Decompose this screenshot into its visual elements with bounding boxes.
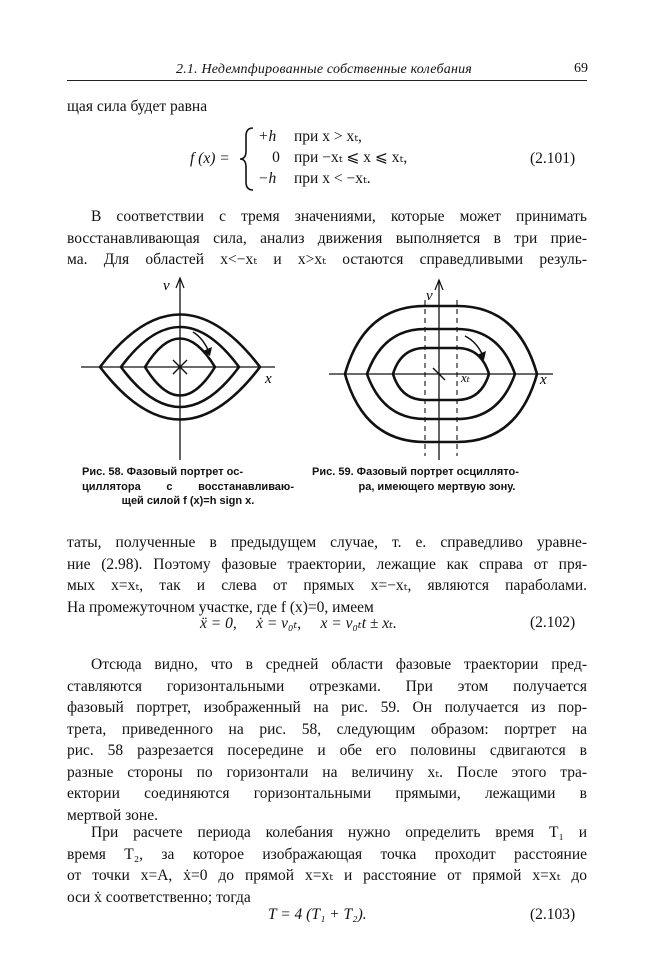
paragraph-3 <box>67 654 587 826</box>
axis-label-v: v <box>426 288 433 304</box>
piecewise-row-2 <box>258 148 407 167</box>
equation-number: (2.102) <box>530 614 576 631</box>
label-xt: xₜ <box>461 370 470 385</box>
text-line: фазовый портрет, изображенный на рис. 59. Он получается из пор- <box>67 699 587 716</box>
figure-58-caption <box>82 465 294 509</box>
axis-label-x: x <box>540 372 547 388</box>
equation-2-102: ẍ = 0, ẋ = v₀ₜ, x = v₀ₜt ± xₜ. <box>200 615 397 632</box>
caption-line: Рис. 59. Фазовый портрет осциллято- <box>312 466 519 478</box>
text-line: ставляются горизонтальными отрезками. При этом получается <box>67 677 587 695</box>
caption-line: Рис. 58. Фазовый портрет ос- <box>82 466 244 478</box>
axis-label-x: x <box>265 371 272 387</box>
paragraph-1 <box>67 206 587 271</box>
text-line: ма. Для областей x<−xₜ и x>xₜ остаются справедливыми резуль- <box>67 251 587 268</box>
header-rule <box>67 80 587 81</box>
text-line: В соответствии с тремя значениями, которые может принимать <box>91 208 587 225</box>
text-line: время T₂, за которое изображающая точка проходит расстояние <box>67 845 587 863</box>
running-header-title: 2.1. Недемпфированные собственные колебания <box>176 62 473 77</box>
piecewise-row-1 <box>258 127 362 146</box>
equation-number: (2.103) <box>530 906 576 923</box>
paragraph-2 <box>67 532 587 618</box>
paragraph-4 <box>67 822 587 908</box>
text-line: На промежуточном участке, где f (x)=0, имеем <box>67 598 374 616</box>
caption-line: циллятора с восстанавливаю- <box>82 480 294 493</box>
text-line: щая сила будет равна <box>67 98 208 115</box>
caption-line: щей силой f (x)=h sign x. <box>121 495 255 507</box>
text-line: Отсюда видно, что в средней области фазовые траектории пред- <box>91 656 587 673</box>
figure-58 <box>75 272 285 462</box>
text-line: трета, приведенного на рис. 58, следующим образом: портрет на <box>67 720 587 738</box>
equation-number: (2.101) <box>530 150 576 167</box>
figure-59-caption <box>312 465 562 494</box>
text-line: мертвой зоне. <box>67 806 158 824</box>
text-line: ние (2.98). Поэтому фазовые траектории, лежащие как справа от пря- <box>67 555 587 573</box>
text-line: оси ẋ соответственно; тогда <box>67 888 251 906</box>
text-line: ектории соединяются горизонтальными прямыми, лежащими в <box>67 785 587 802</box>
axis-label-v: v <box>163 278 170 294</box>
left-brace <box>238 126 256 192</box>
text-line: от точки x=A, ẋ=0 до прямой x=xₜ и расстояние от прямой x=xₜ до <box>67 867 587 884</box>
text-line: разные стороны по горизонтали на величину xₜ. После этого тра- <box>67 763 587 781</box>
page-number: 69 <box>574 61 588 76</box>
figure-59 <box>323 272 563 462</box>
pw-value: −h <box>258 170 277 187</box>
text-line: При расчете периода колебания нужно определить время T₁ и <box>91 824 587 841</box>
eq-lhs: f (x) = <box>190 150 230 167</box>
text-line: восстанавливающая сила, анализ движения выполняется в три прие- <box>67 229 587 247</box>
piecewise-row-3 <box>258 169 371 188</box>
pw-value: 0 <box>272 149 280 166</box>
pw-condition: при x < −xₜ. <box>294 170 371 187</box>
text-line: мых x=xₜ, так и слева от прямых x=−xₜ, являются параболами. <box>67 577 587 594</box>
text-line: таты, полученные в предыдущем случае, т. е. справедливо уравне- <box>67 534 587 551</box>
pw-condition: при −xₜ ⩽ x ⩽ xₜ, <box>294 149 408 166</box>
pw-value: +h <box>258 128 277 145</box>
equation-2-103: T = 4 (T₁ + T₂). <box>268 906 367 923</box>
pw-condition: при x > xₜ, <box>294 128 362 145</box>
text-line: рис. 58 разрезается посередине и обе его половины сдвигаются в <box>67 742 587 759</box>
caption-line: ра, имеющего мертвую зону. <box>358 480 516 493</box>
intro-line <box>67 96 587 118</box>
